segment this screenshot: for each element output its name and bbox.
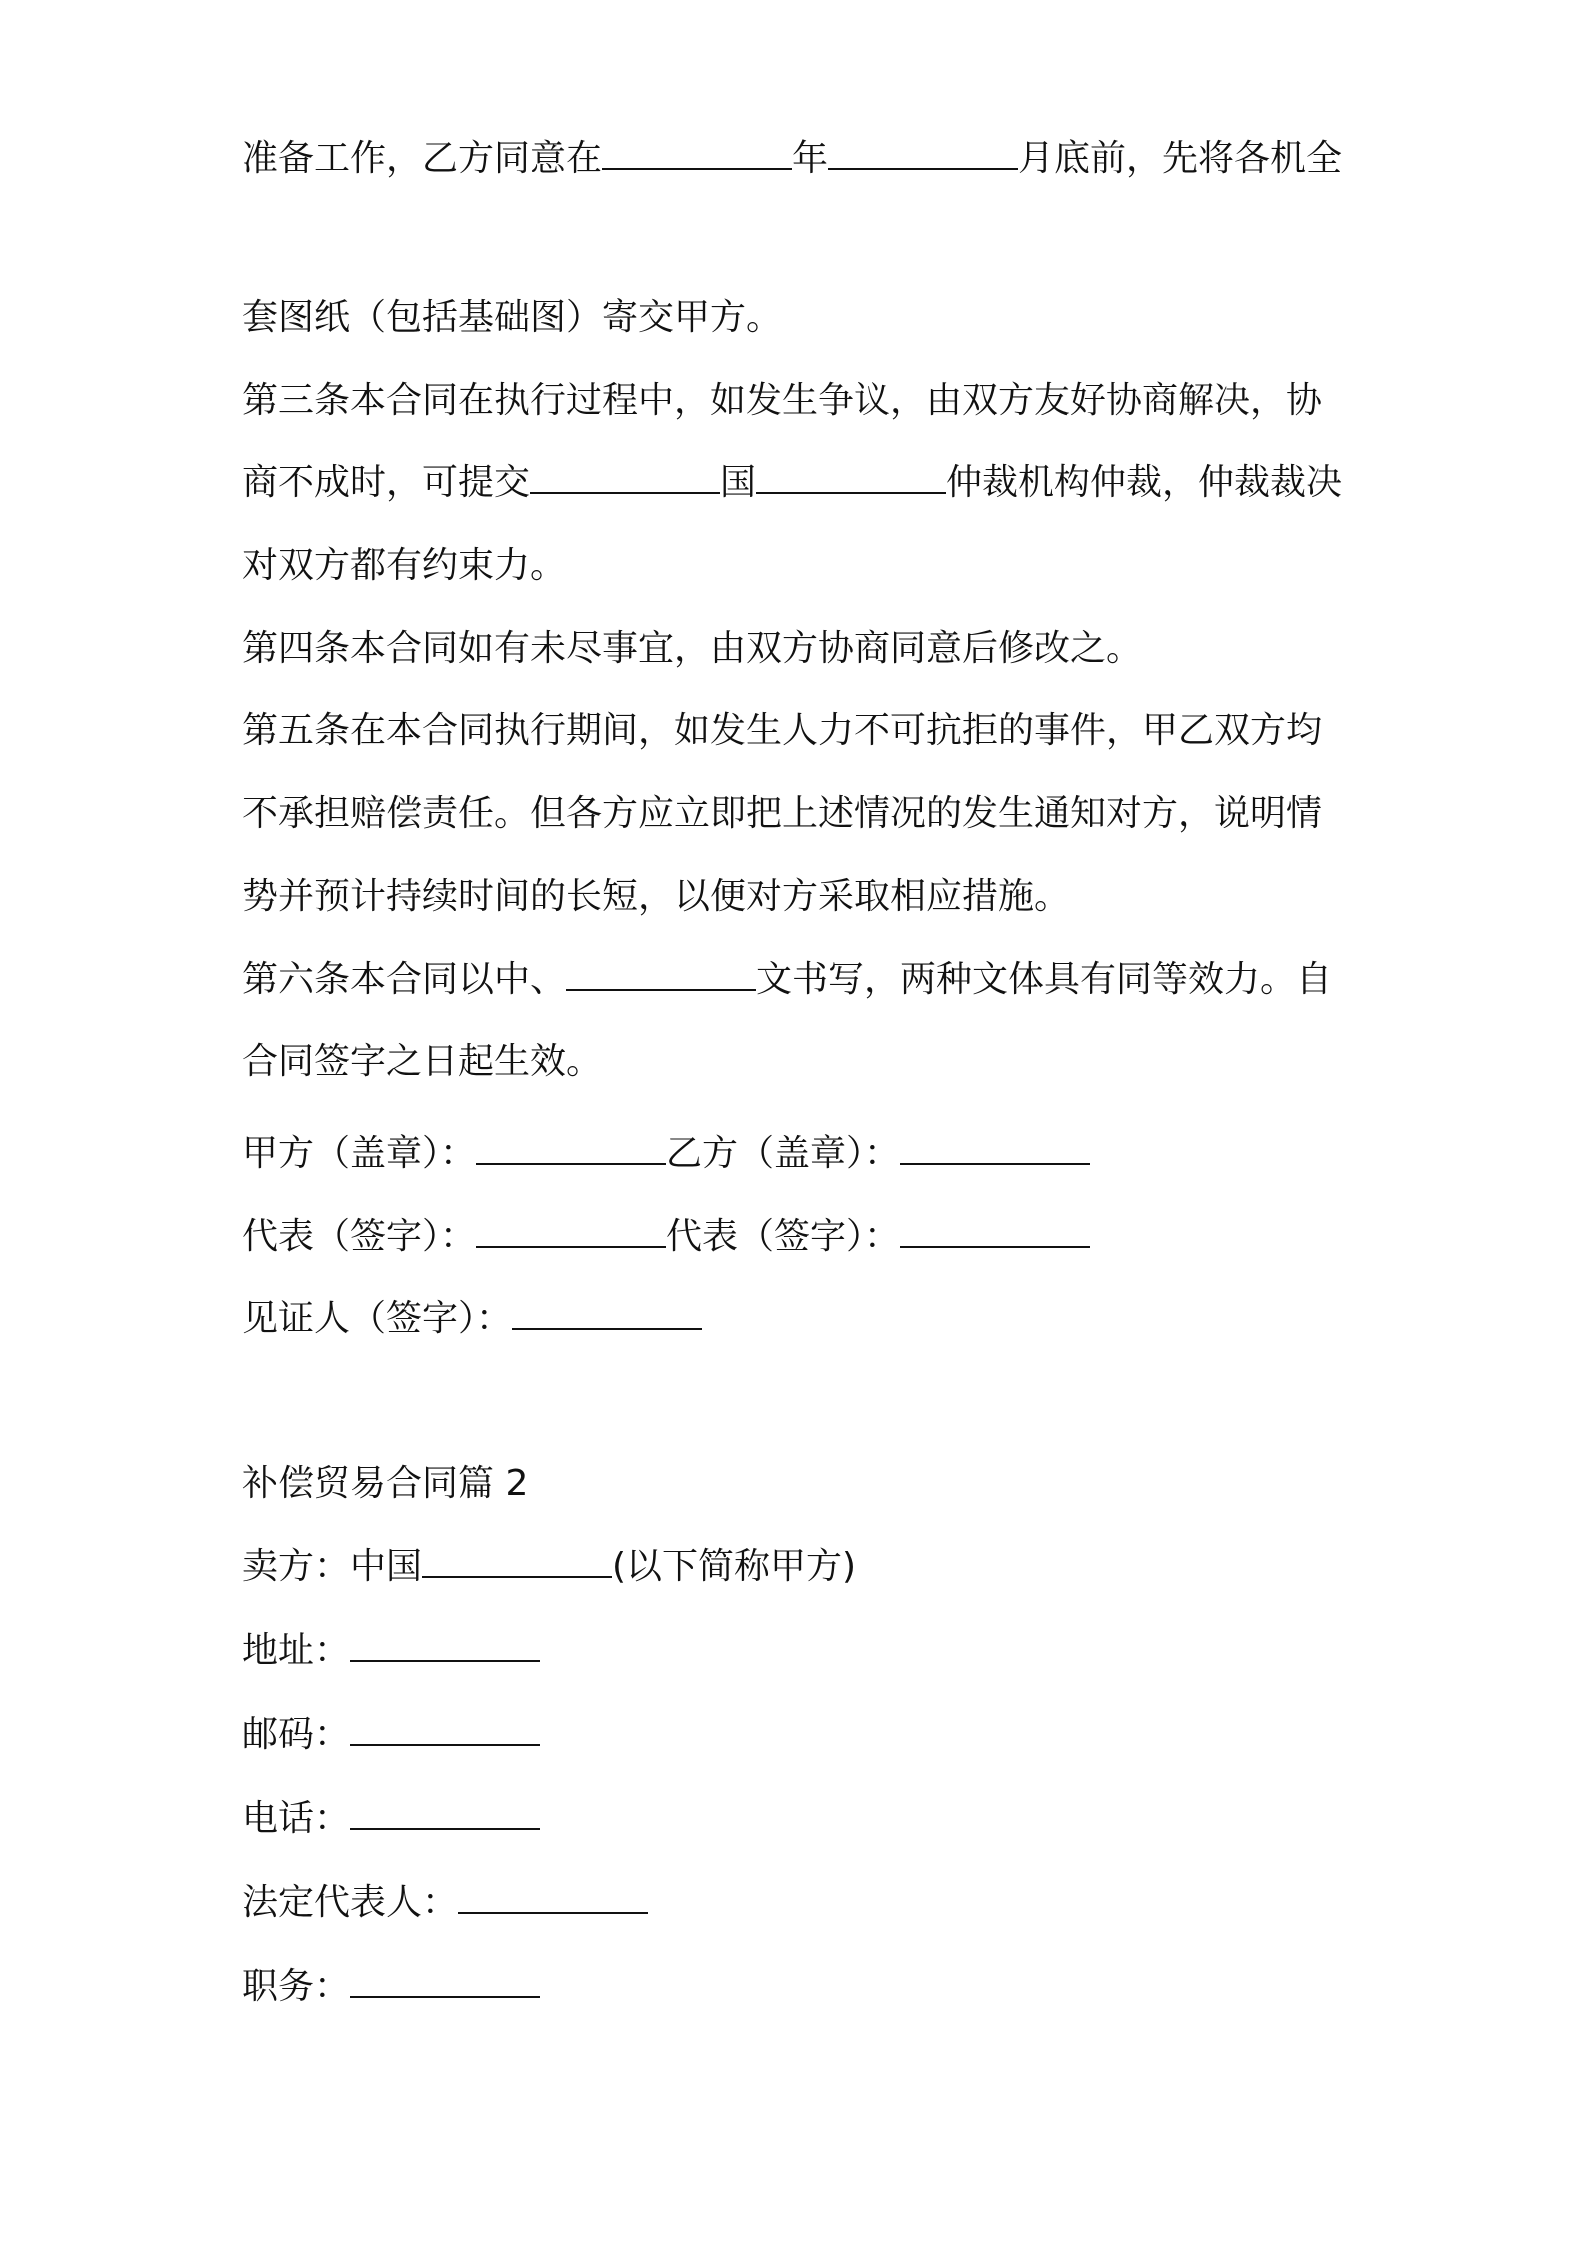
phone-line <box>242 1795 1362 1843</box>
seller-prefix: 卖方：中国 <box>242 1546 423 1587</box>
signature-line-witness <box>242 1295 1362 1343</box>
text-line <box>242 625 1362 673</box>
text-line <box>242 790 1362 838</box>
fill-blank <box>458 1882 648 1914</box>
legal-rep-line <box>242 1879 1362 1927</box>
text-segment: 合同签字之日起生效。 <box>242 1041 603 1082</box>
text-line <box>242 135 1362 183</box>
text-segment: 仲裁机构仲裁，仲裁裁决 <box>946 462 1343 503</box>
rep-b-label: 代表（签字）： <box>666 1216 901 1257</box>
position-line <box>242 1963 1362 2011</box>
witness-label: 见证人（签字）： <box>242 1298 513 1339</box>
position-label: 职务： <box>242 1966 351 2007</box>
text-segment: 不承担赔偿责任。但各方应立即把上述情况的发生通知对方，说明情 <box>242 793 1323 834</box>
seller-suffix: (以下简称甲方) <box>612 1546 857 1587</box>
phone-label: 电话： <box>242 1798 351 1839</box>
signature-line-seal <box>242 1130 1362 1178</box>
party-a-seal-label: 甲方（盖章）： <box>242 1133 477 1174</box>
text-segment: 第三条本合同在执行过程中，如发生争议，由双方友好协商解决，协 <box>242 380 1323 421</box>
fill-blank <box>350 1630 540 1662</box>
fill-blank <box>350 1714 540 1746</box>
text-segment: 文书写，两种文体具有同等效力。自 <box>756 959 1333 1000</box>
text-segment: 对双方都有约束力。 <box>242 545 567 586</box>
fill-blank <box>350 1966 540 1998</box>
fill-blank <box>422 1546 612 1578</box>
section-title <box>242 1460 1362 1508</box>
seller-line <box>242 1543 1362 1591</box>
fill-blank <box>530 462 720 494</box>
fill-blank <box>602 138 792 170</box>
text-segment: 年 <box>792 138 829 179</box>
text-line <box>242 459 1362 507</box>
text-segment: 月底前，先将各机全 <box>1018 138 1343 179</box>
fill-blank <box>900 1216 1090 1248</box>
fill-blank <box>900 1133 1090 1165</box>
text-segment: 准备工作，乙方同意在 <box>242 138 603 179</box>
text-line <box>242 542 1362 590</box>
text-segment: 第六条本合同以中、 <box>242 959 567 1000</box>
postcode-label: 邮码： <box>242 1714 351 1755</box>
address-label: 地址： <box>242 1630 351 1671</box>
text-line <box>242 377 1362 425</box>
text-line <box>242 1038 1362 1086</box>
signature-line-representative <box>242 1213 1362 1261</box>
address-line <box>242 1627 1362 1675</box>
fill-blank <box>566 959 756 991</box>
text-line <box>242 873 1362 921</box>
text-segment: 套图纸（包括基础图）寄交甲方。 <box>242 297 783 338</box>
text-segment: 第五条在本合同执行期间，如发生人力不可抗拒的事件，甲乙双方均 <box>242 710 1323 751</box>
fill-blank <box>476 1133 666 1165</box>
text-segment: 商不成时，可提交 <box>242 462 531 503</box>
postcode-line <box>242 1711 1362 1759</box>
rep-a-label: 代表（签字）： <box>242 1216 477 1257</box>
party-b-seal-label: 乙方（盖章）： <box>666 1133 901 1174</box>
text-segment: 国 <box>720 462 757 503</box>
fill-blank <box>756 462 946 494</box>
legal-rep-label: 法定代表人： <box>242 1882 459 1923</box>
text-segment: 第四条本合同如有未尽事宜，由双方协商同意后修改之。 <box>242 628 1143 669</box>
fill-blank <box>828 138 1018 170</box>
section-title-text: 补偿贸易合同篇 2 <box>242 1463 529 1504</box>
text-segment: 势并预计持续时间的长短，以便对方采取相应措施。 <box>242 876 1071 917</box>
text-line <box>242 707 1362 755</box>
fill-blank <box>512 1298 702 1330</box>
fill-blank <box>350 1798 540 1830</box>
text-line <box>242 956 1362 1004</box>
text-line <box>242 294 1362 342</box>
fill-blank <box>476 1216 666 1248</box>
